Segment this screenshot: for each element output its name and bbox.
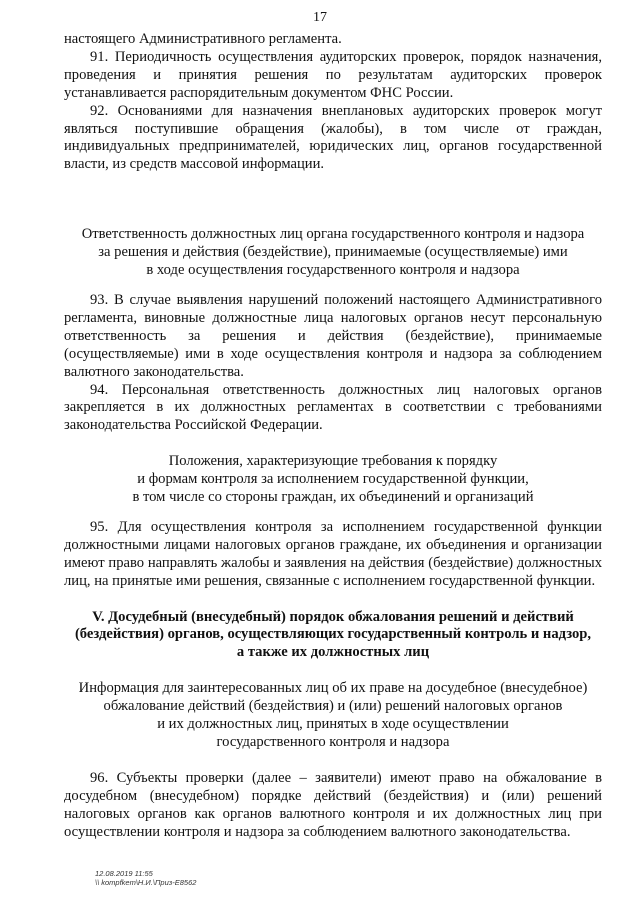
document-body (64, 31, 602, 842)
paragraph-91: 91. Периодичность осуществления аудиторских проверок, порядок назначения, проведения и принятия решения по результатам аудиторских проверок устанавливается распорядительным документом ФНС России. (64, 48, 602, 101)
page-number: 17 (313, 10, 327, 25)
section-title-line: а также их должностных лиц (236, 644, 430, 661)
heading-responsibility (64, 226, 602, 280)
heading-line: Положения, характеризующие требования к порядку (168, 453, 498, 470)
paragraph-96: 96. Субъекты проверки (далее – заявители) имеют право на обжалование в досудебном (внесудебном) порядке действий (бездействия) и (или) решений налоговых органов как органов валютного контроля и их должностных лиц при осуществлении контроля и надзора за соблюдением валютного законодательства. (64, 769, 602, 840)
footer-timestamp: 12.08.2019 11:55 (95, 869, 153, 878)
heading-control-requirements (64, 453, 602, 507)
heading-line: государственного контроля и надзора (216, 734, 450, 750)
paragraph-93: 93. В случае выявления нарушений положений настоящего Административного регламента, виновные должностные лица налоговых органов несут персональную ответственность за решения и действия (бездействие), принимаемые (осуществляемые) ими в ходе осуществления контроля и надзора за соблюдением валютного законодательства. (64, 291, 602, 380)
paragraph-94: 94. Персональная ответственность должностных лиц налоговых органов закрепляется в их должностных регламентах в соответствии с требованиями законодательства Российской Федерации. (64, 381, 602, 434)
paragraph-92: 92. Основаниями для назначения внеплановых аудиторских проверок могут являться поступившие обращения (жалобы), в том числе от граждан, индивидуальных предпринимателей, юридических лиц, органов государственной власти, из средств массовой информации. (64, 102, 602, 173)
paragraph-continuation: настоящего Административного регламента. (64, 31, 342, 47)
heading-line: Информация для заинтересованных лиц об их праве на досудебное (внесудебное) (78, 680, 588, 697)
heading-appeal-info (64, 680, 602, 752)
heading-line: за решения и действия (бездействие), принимаемые (осуществляемые) ими (98, 244, 568, 261)
footer-file-path: \\ kompfkem\Н.И.\Приз-E8562 (95, 878, 197, 887)
section-v-title (64, 609, 602, 663)
heading-line: и их должностных лиц, принятых в ходе осуществлении (157, 716, 509, 733)
paragraph-95: 95. Для осуществления контроля за исполнением государственной функции должностными лицами налоговых органов граждане, их объединения и организации имеют право направлять жалобы и заявления на действия (бездействие) должностных лиц, на принятые ими решения, связанные с исполнением государственной функции. (64, 518, 602, 589)
footer-stamp (95, 869, 196, 887)
heading-line: в том числе со стороны граждан, их объединений и организаций (132, 489, 534, 506)
heading-line: и формам контроля за исполнением государственной функции, (137, 471, 529, 488)
heading-line: обжалование действий (бездействия) и (или) решений налоговых органов (103, 698, 563, 715)
section-title-line: V. Досудебный (внесудебный) порядок обжалования решений и действий (92, 608, 574, 625)
heading-line: Ответственность должностных лиц органа государственного контроля и надзора (81, 226, 585, 243)
section-title-line: (бездействия) органов, осуществляющих государственный контроль и надзор, (74, 626, 592, 643)
heading-line: в ходе осуществления государственного контроля и надзора (146, 262, 520, 279)
